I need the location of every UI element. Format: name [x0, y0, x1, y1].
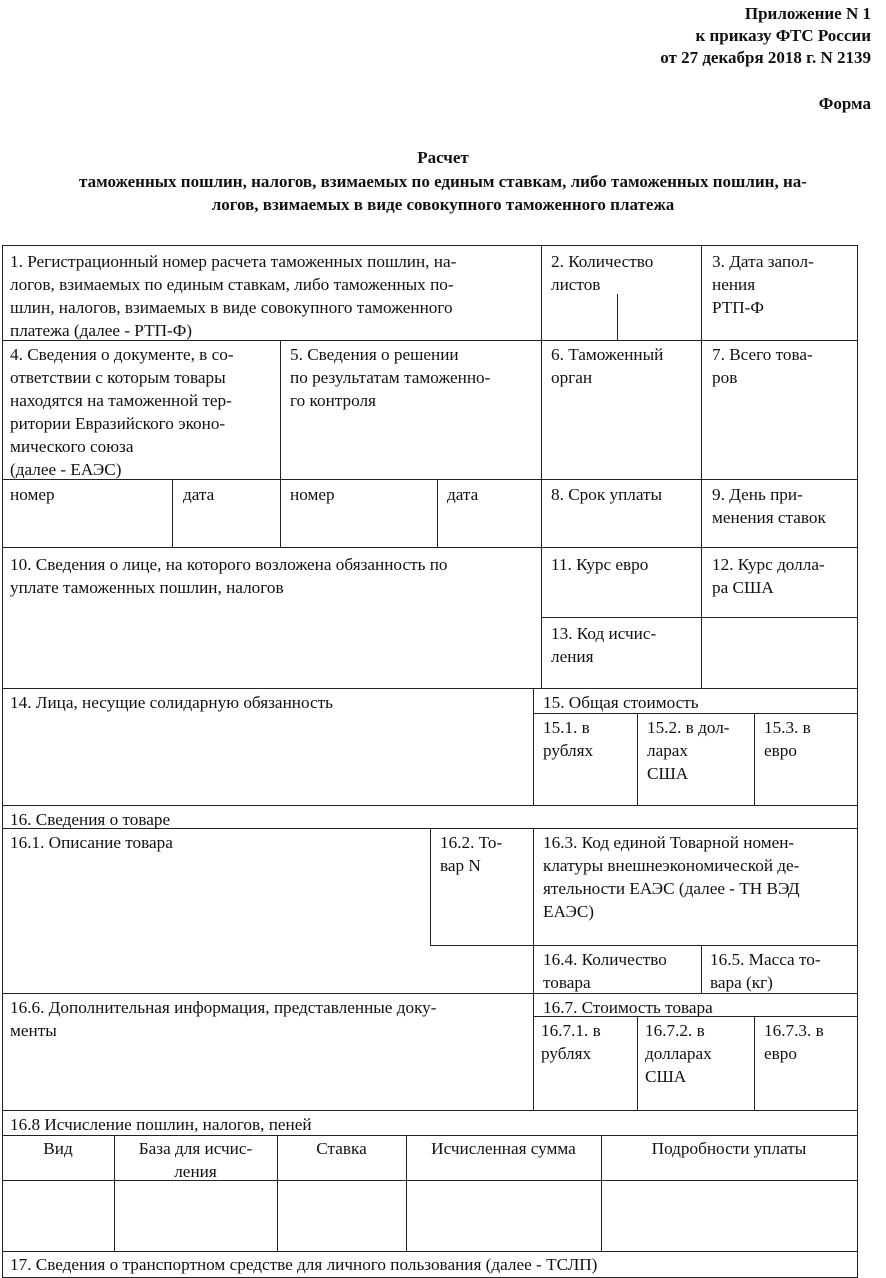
grid-line: [2, 1110, 858, 1111]
field-15-2-usd: 15.2. в дол- ларах США: [647, 718, 730, 783]
field-4-number: номер: [10, 485, 55, 504]
grid-line: [533, 828, 534, 993]
grid-line: [2, 688, 858, 689]
grid-line: [2, 1251, 858, 1252]
field-16-2-item-number: 16.2. То- вар N: [440, 833, 503, 875]
title-line-1: Расчет: [417, 148, 469, 167]
field-16-7-2-usd: 16.7.2. в долларах США: [645, 1021, 712, 1086]
grid-line: [857, 245, 858, 1278]
grid-line: [533, 688, 534, 805]
field-16-7-3-euro: 16.7.3. в евро: [764, 1021, 824, 1063]
field-17-vehicle-info: 17. Сведения о транспортном средстве для личного пользования (далее - ТСЛП): [10, 1255, 598, 1274]
grid-line: [701, 945, 702, 993]
col-header-rate: Ставка: [316, 1139, 367, 1158]
col-header-sum: Исчисленная сумма: [431, 1139, 576, 1158]
grid-line: [637, 1016, 638, 1110]
field-15-total-value: 15. Общая стоимость: [543, 693, 699, 712]
grid-line: [2, 547, 858, 548]
grid-line: [541, 617, 858, 618]
field-9-rate-date: 9. День при- менения ставок: [712, 485, 826, 527]
grid-line: [617, 294, 618, 340]
title-line-2: таможенных пошлин, налогов, взимаемых по единым ставкам, либо таможенных пошлин, на-: [79, 172, 807, 191]
field-5-decision-info: 5. Сведения о решении по результатам таможенно- го контроля: [290, 345, 491, 410]
grid-line: [430, 945, 858, 946]
field-4-document-info: 4. Сведения о документе, в со- ответствии с которым товары находятся на таможенной тер- ритории Евразийского эконо- мического союза (далее - ЕАЭС): [10, 345, 234, 479]
field-2-sheet-count: 2. Количество листов: [551, 252, 654, 294]
field-16-7-1-rubles: 16.7.1. в рублях: [541, 1021, 601, 1063]
field-5-date: дата: [447, 485, 479, 504]
col-header-base: База для исчис- ления: [138, 1139, 253, 1181]
appendix-line-2: к приказу ФТС России: [695, 26, 871, 45]
field-16-7-goods-value: 16.7. Стоимость товара: [543, 998, 713, 1017]
field-16-8-calculation: 16.8 Исчисление пошлин, налогов, пеней: [10, 1115, 312, 1134]
field-7-total-goods: 7. Всего това- ров: [712, 345, 813, 387]
grid-line: [2, 245, 858, 246]
field-15-3-euro: 15.3. в евро: [764, 718, 811, 760]
field-16-5-weight: 16.5. Масса то- вара (кг): [710, 950, 821, 992]
grid-line: [2, 805, 858, 806]
grid-line: [701, 245, 702, 688]
field-15-1-rubles: 15.1. в рублях: [543, 718, 594, 760]
field-10-payer-info: 10. Сведения о лице, на которого возложена обязанность по уплате таможенных пошлин, налогов: [10, 555, 448, 597]
field-16-4-quantity: 16.4. Количество товара: [543, 950, 667, 992]
field-11-euro-rate: 11. Курс евро: [551, 555, 649, 574]
field-4-date: дата: [183, 485, 215, 504]
grid-line: [172, 479, 173, 547]
grid-line: [437, 479, 438, 547]
title-line-3: логов, взимаемых в виде совокупного таможенного платежа: [211, 195, 675, 214]
field-16-6-additional-info: 16.6. Дополнительная информация, представленные доку- менты: [10, 998, 437, 1040]
form-label: Форма: [818, 94, 871, 113]
grid-line: [754, 713, 755, 805]
grid-line: [637, 713, 638, 805]
field-3-fill-date: 3. Дата запол- нения РТП-Ф: [712, 252, 814, 317]
field-6-customs-office: 6. Таможенный орган: [551, 345, 664, 387]
grid-line: [430, 828, 431, 945]
field-12-usd-rate: 12. Курс долла- ра США: [712, 555, 825, 597]
appendix-line-3: от 27 декабря 2018 г. N 2139: [660, 48, 871, 67]
field-16-3-hs-code: 16.3. Код единой Товарной номен- клатуры внешнеэкономической де- ятельности ЕАЭС (далее - ТН ВЭД ЕАЭС): [543, 833, 800, 921]
col-header-details: Подробности уплаты: [651, 1139, 807, 1158]
appendix-header: [660, 3, 871, 69]
field-16-1-description: 16.1. Описание товара: [10, 833, 173, 852]
grid-line: [533, 993, 534, 1110]
appendix-line-1: Приложение N 1: [744, 4, 871, 23]
field-5-number: номер: [290, 485, 335, 504]
grid-line: [2, 245, 3, 1278]
grid-line: [280, 340, 281, 547]
col-header-kind: Вид: [43, 1139, 73, 1158]
field-14-joint-liable: 14. Лица, несущие солидарную обязанность: [10, 693, 333, 712]
field-13-calc-code: 13. Код исчис- ления: [551, 624, 657, 666]
field-1-registration-number: 1. Регистрационный номер расчета таможенных пошлин, на- логов, взимаемых по единым ставкам, либо таможенных по- шлин, налогов, взимаемых в виде совокупного таможенного платежа (далее - РТП-Ф): [10, 252, 457, 340]
grid-line: [541, 245, 542, 688]
field-16-goods-info: 16. Сведения о товаре: [10, 810, 171, 829]
field-8-payment-deadline: 8. Срок уплаты: [551, 485, 663, 504]
grid-line: [754, 1016, 755, 1110]
